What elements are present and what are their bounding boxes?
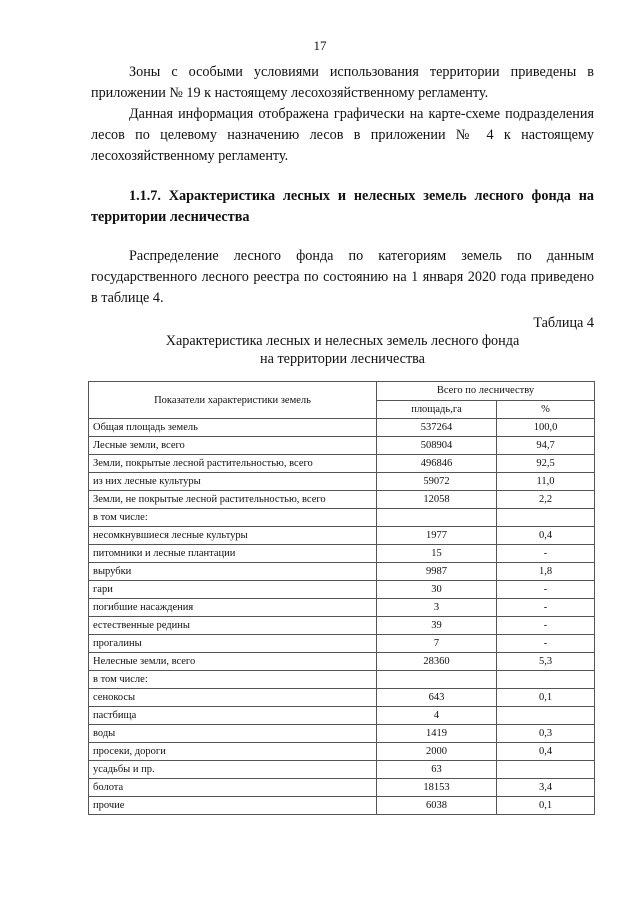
row-percent: 11,0 <box>497 473 595 491</box>
row-label: питомники и лесные плантации <box>89 545 377 563</box>
row-label: прогалины <box>89 635 377 653</box>
land-characteristics-table <box>88 381 595 815</box>
table-row <box>89 653 595 671</box>
row-area: 496846 <box>377 455 497 473</box>
paragraph-zones: Зоны с особыми условиями использования территории приведены в приложении № 19 к настоящему лесохозяйственному регламенту. <box>91 64 594 101</box>
row-area: 508904 <box>377 437 497 455</box>
paragraph-intro: Распределение лесного фонда по категориям земель по данным государственного лесного реестра по состоянию на 1 января 2020 года приведено в таблице 4. <box>91 248 594 306</box>
row-label: из них лесные культуры <box>89 473 377 491</box>
row-area: 1977 <box>377 527 497 545</box>
row-label: Нелесные земли, всего <box>89 653 377 671</box>
row-label: прочие <box>89 797 377 815</box>
row-percent: 0,4 <box>497 527 595 545</box>
table-row <box>89 797 595 815</box>
table-row <box>89 491 595 509</box>
table-body <box>89 419 595 815</box>
row-percent: 0,1 <box>497 797 595 815</box>
row-area: 39 <box>377 617 497 635</box>
row-area: 15 <box>377 545 497 563</box>
page-number: 17 <box>313 38 327 53</box>
row-area: 3 <box>377 599 497 617</box>
row-percent: - <box>497 635 595 653</box>
table-row <box>89 743 595 761</box>
table-row <box>89 761 595 779</box>
row-percent: 0,1 <box>497 689 595 707</box>
row-percent: 92,5 <box>497 455 595 473</box>
row-area: 18153 <box>377 779 497 797</box>
row-label: сенокосы <box>89 689 377 707</box>
row-area: 59072 <box>377 473 497 491</box>
paragraph-map-info: Данная информация отображена графически на карте-схеме подразделения лесов по целевому назначению лесов в приложении № 4 к настоящему лесохозяйственному регламенту. <box>91 106 594 164</box>
row-label: воды <box>89 725 377 743</box>
table-row <box>89 563 595 581</box>
row-label: болота <box>89 779 377 797</box>
table-row <box>89 437 595 455</box>
table-row <box>89 527 595 545</box>
row-label: пастбища <box>89 707 377 725</box>
row-percent: 100,0 <box>497 419 595 437</box>
row-area: 2000 <box>377 743 497 761</box>
row-area: 4 <box>377 707 497 725</box>
row-percent: 94,7 <box>497 437 595 455</box>
row-area <box>377 671 497 689</box>
table-row <box>89 635 595 653</box>
header-indicators: Показатели характеристики земель <box>89 382 377 419</box>
row-area: 30 <box>377 581 497 599</box>
row-label: погибшие насаждения <box>89 599 377 617</box>
row-percent: 2,2 <box>497 491 595 509</box>
row-label: в том числе: <box>89 671 377 689</box>
row-area: 1419 <box>377 725 497 743</box>
row-area: 537264 <box>377 419 497 437</box>
row-percent: 5,3 <box>497 653 595 671</box>
row-percent <box>497 707 595 725</box>
row-area: 9987 <box>377 563 497 581</box>
row-label: Лесные земли, всего <box>89 437 377 455</box>
row-percent: 1,8 <box>497 563 595 581</box>
row-area: 7 <box>377 635 497 653</box>
header-total-forestry: Всего по лесничеству <box>377 382 595 401</box>
row-percent: - <box>497 581 595 599</box>
row-label: Земли, не покрытые лесной растительностью, всего <box>89 491 377 509</box>
row-label: вырубки <box>89 563 377 581</box>
row-percent <box>497 509 595 527</box>
header-percent: % <box>497 400 595 419</box>
row-area: 28360 <box>377 653 497 671</box>
row-label: естественные редины <box>89 617 377 635</box>
table-row <box>89 725 595 743</box>
row-label: несомкнувшиеся лесные культуры <box>89 527 377 545</box>
table-row <box>89 509 595 527</box>
table-label: Таблица 4 <box>533 315 594 331</box>
row-percent: - <box>497 599 595 617</box>
row-label: в том числе: <box>89 509 377 527</box>
table-title-line-2: на территории лесничества <box>260 351 425 367</box>
table-row <box>89 581 595 599</box>
row-percent <box>497 761 595 779</box>
table-title <box>91 332 594 368</box>
row-label: Земли, покрытые лесной растительностью, всего <box>89 455 377 473</box>
row-label: гари <box>89 581 377 599</box>
table-title-line-1: Характеристика лесных и нелесных земель лесного фонда <box>165 333 520 349</box>
section-heading: 1.1.7. Характеристика лесных и нелесных земель лесного фонда на территории лесничества <box>91 188 594 225</box>
row-percent: 0,4 <box>497 743 595 761</box>
table-row <box>89 707 595 725</box>
row-area: 643 <box>377 689 497 707</box>
table-row <box>89 689 595 707</box>
row-area <box>377 509 497 527</box>
row-area: 6038 <box>377 797 497 815</box>
table-row <box>89 419 595 437</box>
table-row <box>89 455 595 473</box>
row-percent: - <box>497 617 595 635</box>
row-percent: - <box>497 545 595 563</box>
row-area: 12058 <box>377 491 497 509</box>
table-row <box>89 545 595 563</box>
header-area: площадь,га <box>377 400 497 419</box>
table-row <box>89 779 595 797</box>
row-percent: 3,4 <box>497 779 595 797</box>
row-label: Общая площадь земель <box>89 419 377 437</box>
row-area: 63 <box>377 761 497 779</box>
row-label: просеки, дороги <box>89 743 377 761</box>
table-row <box>89 671 595 689</box>
row-label: усадьбы и пр. <box>89 761 377 779</box>
table-row <box>89 599 595 617</box>
table-row <box>89 473 595 491</box>
row-percent: 0,3 <box>497 725 595 743</box>
row-percent <box>497 671 595 689</box>
table-row <box>89 617 595 635</box>
